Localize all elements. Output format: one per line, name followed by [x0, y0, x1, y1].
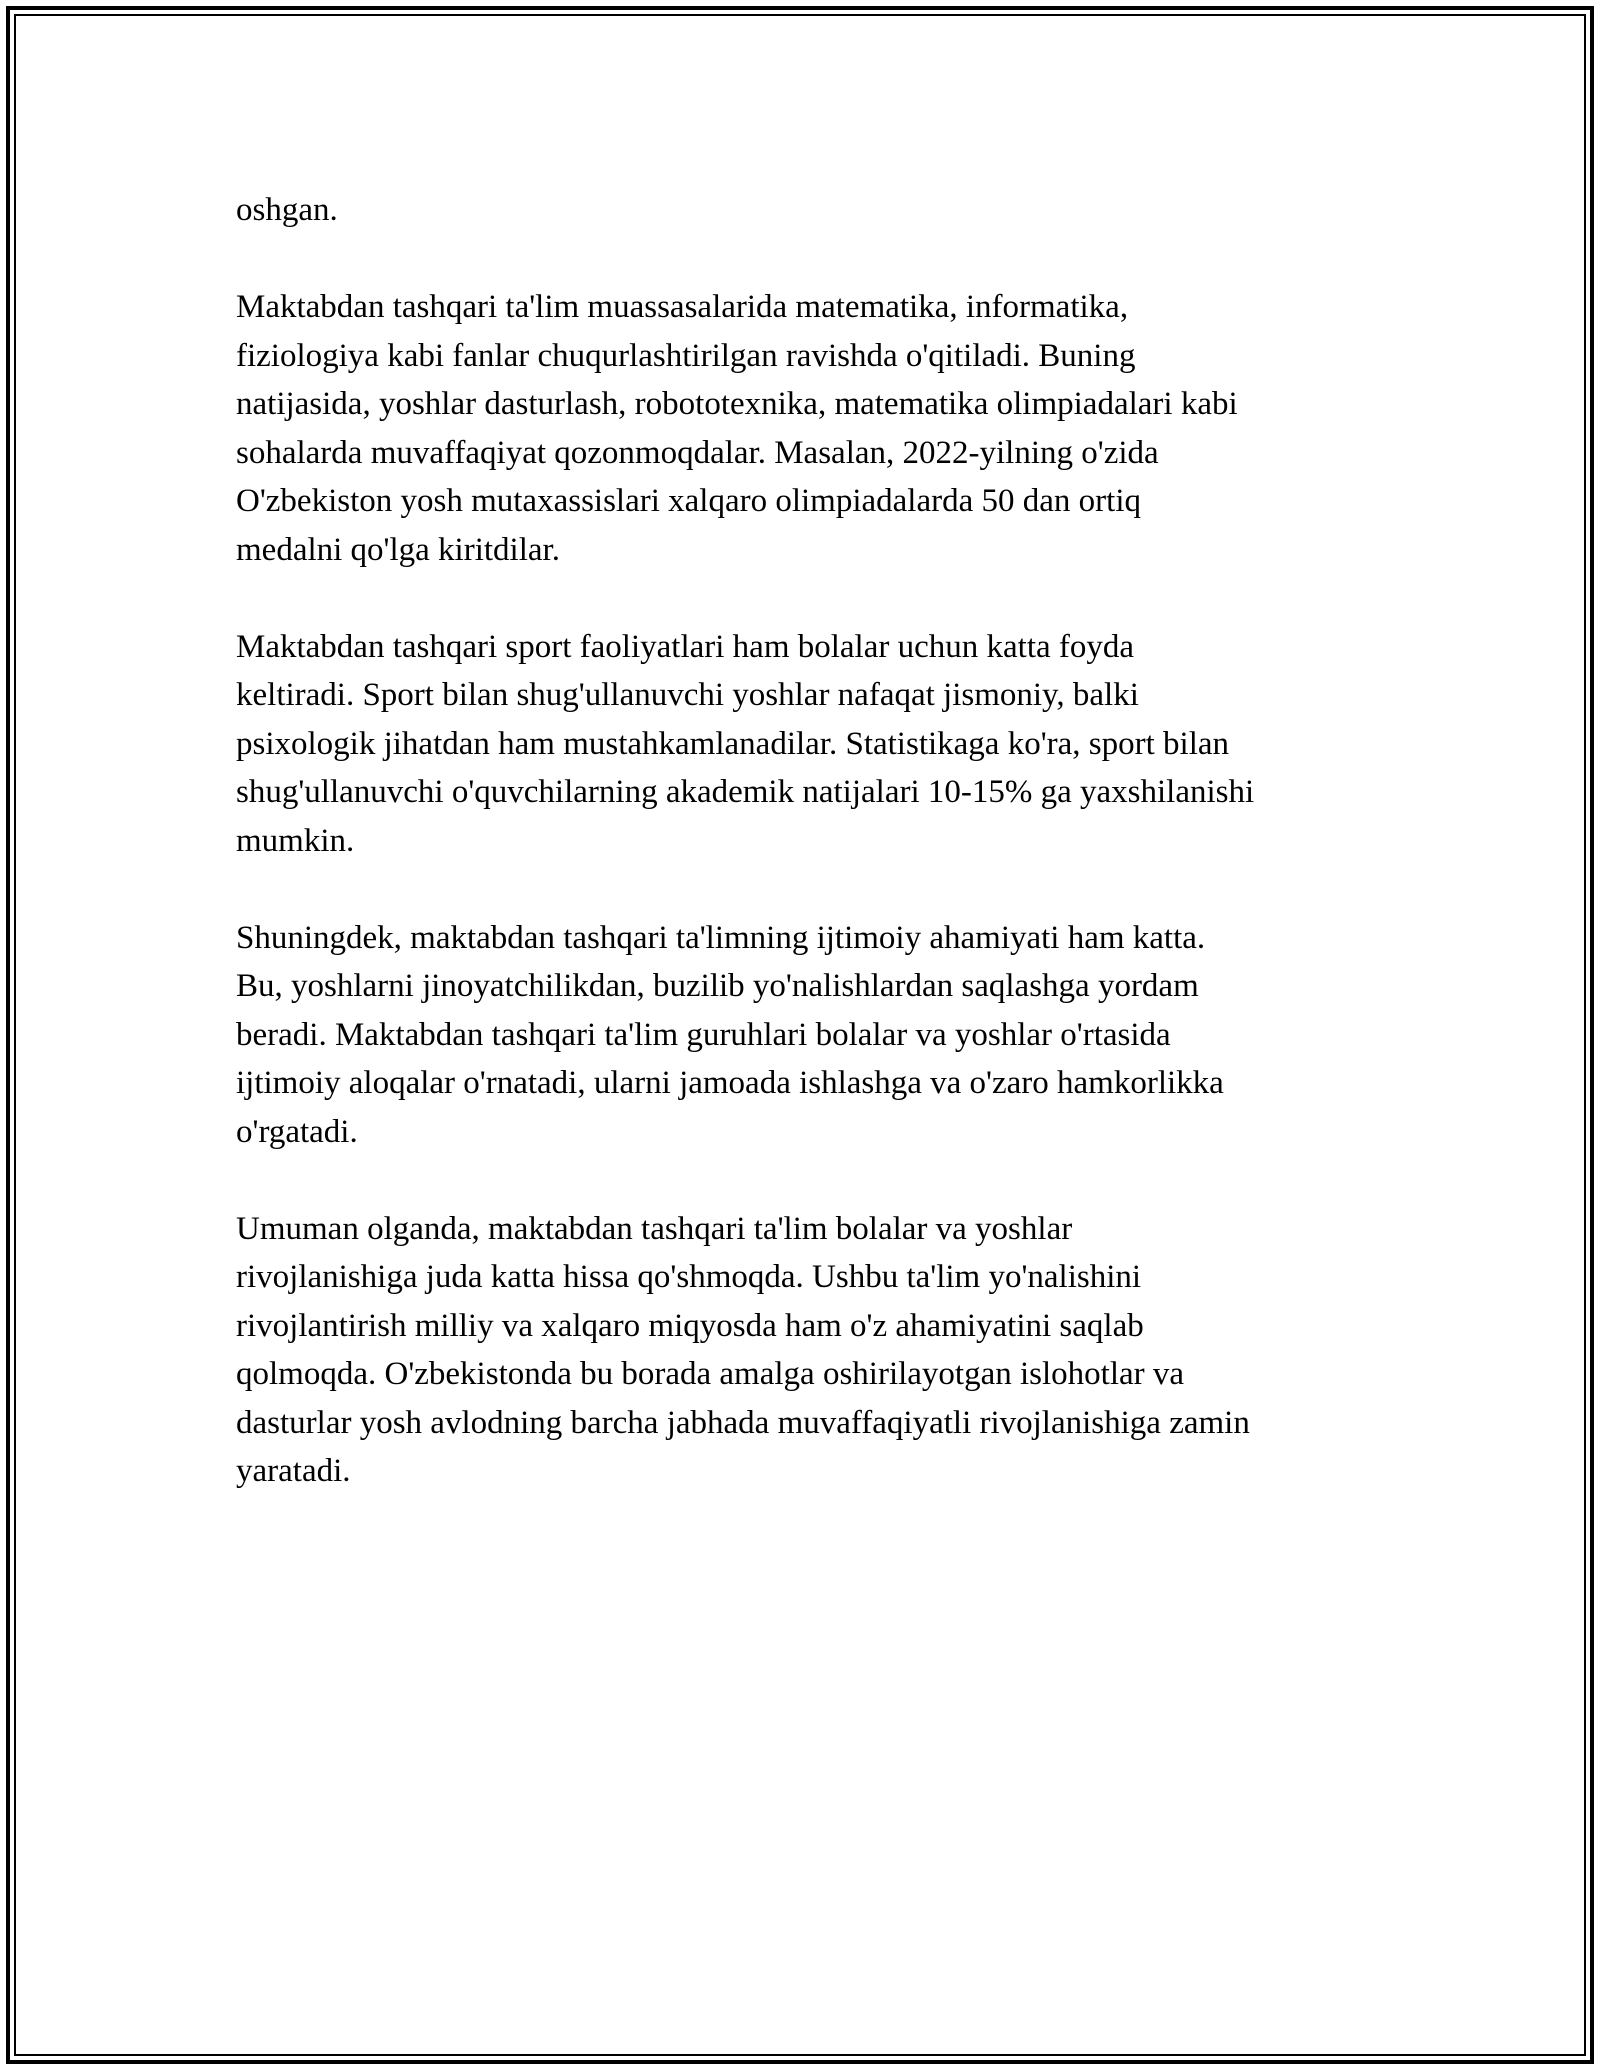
- document-body: [236, 186, 1386, 1544]
- paragraph-academic-subjects: Maktabdan tashqari ta'lim muassasalarida matematika, informatika, fiziologiya kabi fanlar chuqurlashtirilgan ravishda o'qitiladi. Buning natijasida, yoshlar dasturlash, robototexnika, matematika olimpiadalari kabi sohalarda muvaffaqiyat qozonmoqdalar. Masalan, 2022-yilning o'zida O'zbekiston yosh mutaxassislari xalqaro olimpiadalarda 50 dan ortiq medalni qo'lga kiritdilar.: [236, 289, 1238, 568]
- paragraph-social-importance: Shuningdek, maktabdan tashqari ta'limning ijtimoiy ahamiyati ham katta. Bu, yoshlarni jinoyatchilikdan, buzilib yo'nalishlardan saqlashga yordam beradi. Maktabdan tashqari ta'lim guruhlari bolalar va yoshlar o'rtasida ijtimoiy aloqalar o'rnatadi, ularni jamoada ishlashga va o'zaro hamkorlikka o'rgatadi.: [236, 919, 1224, 1150]
- paragraph-conclusion: Umuman olganda, maktabdan tashqari ta'lim bolalar va yoshlar rivojlanishiga juda katta hissa qo'shmoqda. Ushbu ta'lim yo'nalishini rivojlantirish milliy va xalqaro miqyosda ham o'z ahamiyatini saqlab qolmoqda. O'zbekistonda bu borada amalga oshirilayotgan islohotlar va dasturlar yosh avlodning barcha jabhada muvaffaqiyatli rivojlanishiga zamin yaratadi.: [236, 1210, 1250, 1489]
- paragraph-sport-activities: Maktabdan tashqari sport faoliyatlari ham bolalar uchun katta foyda keltiradi. Sport bilan shug'ullanuvchi yoshlar nafaqat jismoniy, balki psixologik jihatdan ham mustahkamlanadilar. Statistikaga ko'ra, sport bilan shug'ullanuvchi o'quvchilarning akademik natijalari 10-15% ga yaxshilanishi mumkin.: [236, 628, 1255, 859]
- paragraph-continuation: oshgan.: [236, 192, 338, 228]
